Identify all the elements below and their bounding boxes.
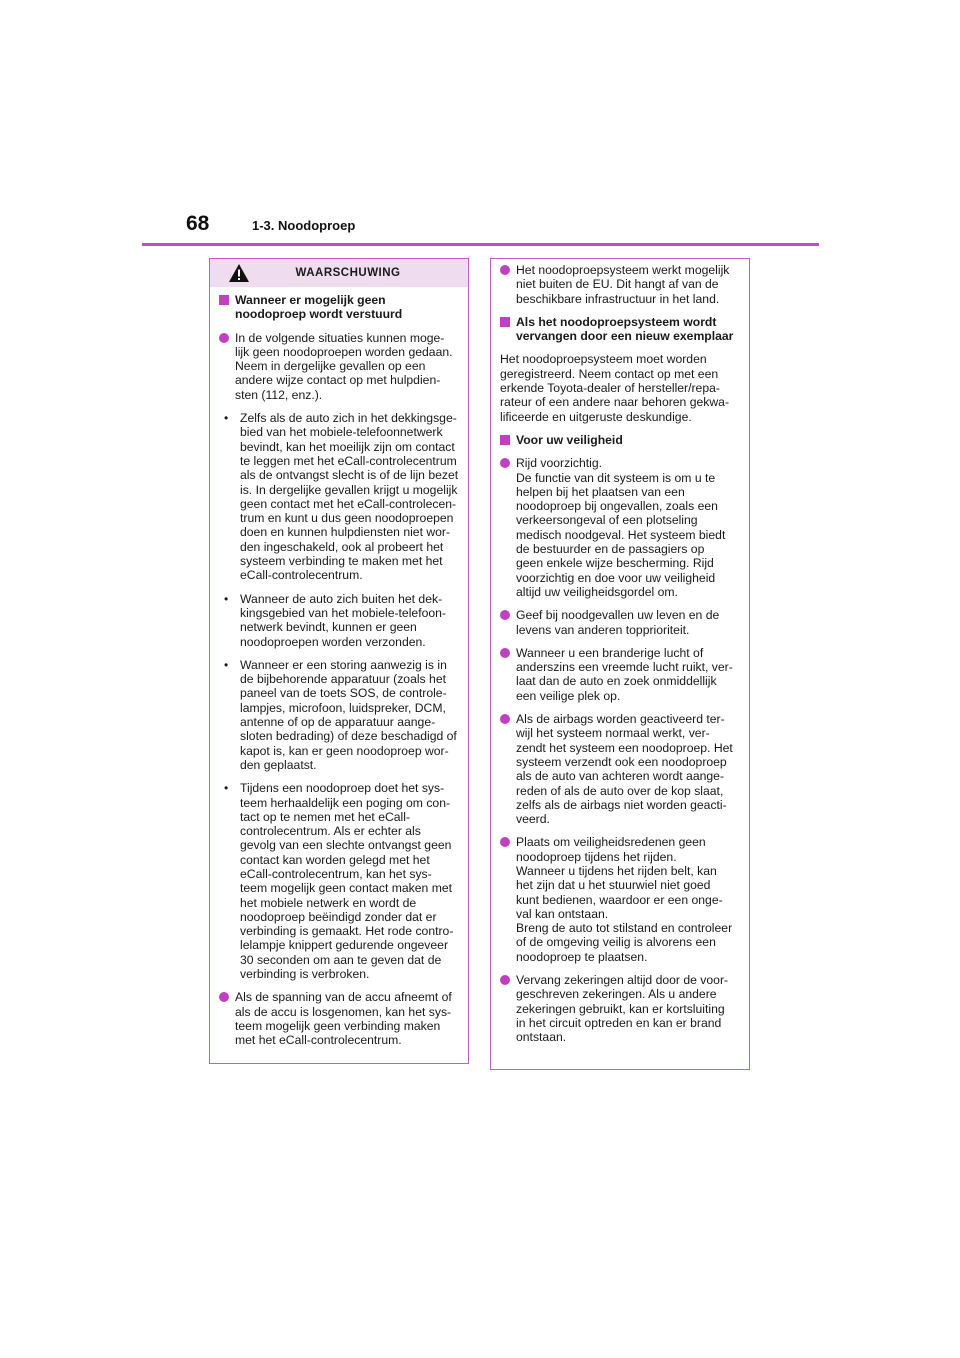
section-heading [219, 293, 460, 322]
list-item [221, 658, 460, 772]
item-text: Als het noodoproepsysteem wordt vervangen door een nieuw exemplaar [516, 314, 734, 344]
item-text: Als de spanning van de accu afneemt of als de accu is losgenomen, kan het sys- teem mogelijk geen verbinding maken met het eCall-controlecentrum. [235, 990, 452, 1048]
square-marker-icon [500, 317, 510, 327]
page-number: 68 [186, 212, 210, 235]
dot-marker-icon [500, 714, 510, 724]
dot-marker-icon [500, 648, 510, 658]
dot-marker-icon [500, 610, 510, 620]
section-heading [500, 315, 741, 344]
item-text: Voor uw veiligheid [516, 432, 623, 447]
list-item [500, 646, 741, 703]
dot-marker-icon [500, 837, 510, 847]
list-item [219, 990, 460, 1047]
info-panel [490, 258, 750, 1070]
warning-title: WAARSCHUWING [295, 267, 401, 279]
bullet-marker-icon: • [224, 411, 229, 426]
item-text: Vervang zekeringen altijd door de voor- geschreven zekeringen. Als u andere zekeringen gebruikt, kan er kortsluiting in het circuit optreden en kan er brand ontstaan. [516, 973, 729, 1045]
header-rule [142, 243, 819, 246]
item-text: Plaats om veiligheidsredenen geen noodoproep tijdens het rijden. Wanneer u tijdens het rijden belt, kan het zijn dat u het stuurwiel niet goed kunt bedienen, waardoor er een onge- val kan ontstaan. Breng de auto tot stilstand en controleer of de omgeving veilig is alvorens een noodoproep te plaatsen. [516, 835, 733, 964]
list-item [500, 456, 741, 599]
square-marker-icon [219, 295, 229, 305]
item-text: Wanneer er een storing aanwezig is in de bijbehorende apparatuur (zoals het paneel van de toets SOS, de controle- lampjes, microfoon, luidspreker, DCM, antenne of op de apparatuur aange- sloten bedrading) of deze beschadigd of kapot is, kan er geen noodoproep wor- den geplaatst. [240, 657, 457, 772]
list-item [219, 331, 460, 402]
dot-marker-icon [500, 458, 510, 468]
warning-panel [209, 258, 469, 1064]
dot-marker-icon [219, 333, 229, 343]
dot-marker-icon [500, 975, 510, 985]
section-heading [500, 433, 741, 447]
item-text: Het noodoproepsysteem werkt mogelijk niet buiten de EU. Dit hangt af van de beschikbare infrastructuur in het land. [516, 263, 730, 306]
list-item [500, 608, 741, 637]
section-title: 1-3. Noodoproep [252, 218, 356, 233]
square-marker-icon [500, 435, 510, 445]
list-item [221, 411, 460, 583]
item-text: Zelfs als de auto zich in het dekkingsge- bied van het mobiele-telefoonnetwerk bevindt, kan het moeilijk zijn om contact te leggen met het eCall-controlecentrum als de ontvangst slecht is of de lijn bezet is. In dergelijke gevallen krijgt u mogelijk geen contact met het eCall-controlecen- trum en kunt u dus geen noodoproepen doen en kunnen hulpdiensten niet wor- den ingeschakeld, ook al probeert het systeem verbinding te maken met het eCall-controlecentrum. [240, 411, 459, 583]
warning-content [210, 287, 468, 1063]
list-item [500, 973, 741, 1044]
item-text: In de volgende situaties kunnen moge- lijk geen noodoproepen worden gedaan. Neem in dergelijke gevallen op een andere wijze contact op met hulpdien- sten (112, enz.). [235, 330, 453, 402]
item-text: Geef bij noodgevallen uw leven en de levens van anderen topprioriteit. [516, 608, 720, 637]
warning-header [210, 259, 468, 287]
warning-triangle-icon [228, 263, 250, 283]
dot-marker-icon [219, 992, 229, 1002]
list-item [500, 835, 741, 964]
bullet-marker-icon: • [224, 591, 229, 606]
list-item [221, 781, 460, 981]
list-item [500, 712, 741, 826]
info-content [491, 259, 749, 1060]
item-text: Tijdens een noodoproep doet het sys- teem herhaaldelijk een poging om con- tact op te nemen met het eCall- controlecentrum. Als er echter als gevolg van een slechte ontvangst geen contact kan worden gelegd met het eCall-controlecentrum, kan het sys- teem mogelijk geen contact maken met het mobiele netwerk en wordt de noodoproep beëindigd zonder dat er verbinding is gemaakt. Het rode contro- lelampje knippert gedurende ongeveer 30 seconden om aan te geven dat de verbinding is verbroken. [240, 781, 454, 982]
paragraph: Het noodoproepsysteem moet worden geregistreerd. Neem contact op met een erkende Toyota-dealer of hersteller/repa- rateur of een andere naar behoren gekwa- lificeerde en uitgeruste deskundige. [500, 352, 730, 424]
item-text: Wanneer er mogelijk geen noodoproep wordt verstuurd [235, 293, 403, 322]
list-item [500, 263, 741, 306]
list-item [221, 592, 460, 649]
dot-marker-icon [500, 265, 510, 275]
item-text: Rijd voorzichtig. De functie van dit systeem is om u te helpen bij het plaatsen van een noodoproep bij ongevallen, zoals een verkeersongeval of een plotseling medisch noodgeval. Het systeem biedt de bestuurder en de passagiers op geen enkele wijze bescherming. Rijd voorzichtig en doe voor uw veiligheid altijd uw veiligheidsgordel om. [516, 456, 726, 599]
bullet-marker-icon: • [224, 781, 229, 796]
bullet-marker-icon: • [224, 657, 229, 672]
item-text: Wanneer de auto zich buiten het dek- kingsgebied van het mobiele-telefoon- netwerk bevindt, kunnen er geen noodoproepen worden verzonden. [240, 591, 446, 649]
item-text: Wanneer u een branderige lucht of anderszins een vreemde lucht ruikt, ver- laat dan de auto en zoek onmiddellijk een veilige plek op. [516, 645, 733, 703]
item-text: Als de airbags worden geactiveerd ter- wijl het systeem normaal werkt, ver- zendt het systeem een noodoproep. Het systeem verzendt ook een noodoproep als de auto van achteren wordt aange- reden of als de auto over de kop slaat, zelfs als de airbags niet worden geacti- veerd. [516, 712, 733, 827]
